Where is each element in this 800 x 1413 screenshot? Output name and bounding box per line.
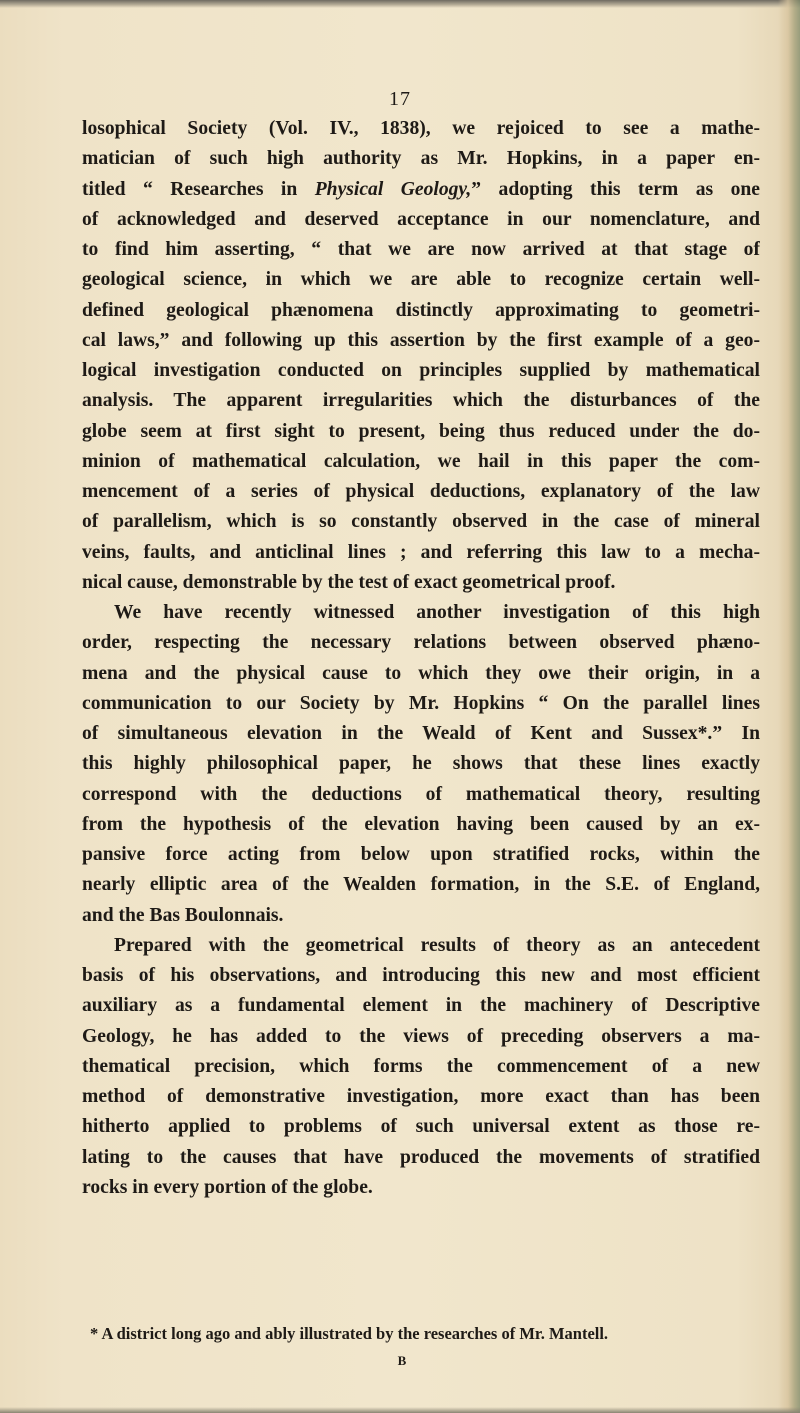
text-line: globe seem at first sight to present, being thus reduced under the do- — [82, 420, 760, 442]
page-number: 17 — [389, 88, 411, 110]
text-line: of parallelism, which is so constantly observed in the case of mineral — [82, 511, 760, 533]
text-line: defined geological phænomena distinctly approximating to geometri- — [82, 299, 760, 321]
footnote: * A district long ago and ably illustrated by the researches of Mr. Mantell. — [90, 1324, 609, 1343]
text-line: lating to the causes that have produced the movements of stratified — [82, 1146, 760, 1168]
text-line: method of demonstrative investigation, more exact than has been — [82, 1086, 760, 1107]
text-line: to find him asserting, “ that we are now arrived at that stage of — [82, 239, 760, 260]
text-line-with-title — [82, 175, 760, 205]
paragraph-start-line: Prepared with the geometrical results of theory as an antecedent — [114, 934, 760, 956]
text-line: basis of his observations, and introducing this new and most efficient — [82, 965, 760, 986]
text-line: auxiliary as a fundamental element in the machinery of Descriptive — [82, 995, 760, 1017]
text-line: of simultaneous elevation in the Weald of Kent and Sussex*.” In — [82, 723, 760, 744]
text-line: matician of such high authority as Mr. Hopkins, in a paper en- — [82, 148, 760, 170]
text-line: order, respecting the necessary relations between observed phæno- — [82, 632, 760, 654]
paragraph-start-line: We have recently witnessed another investigation of this high — [114, 602, 760, 623]
text-line: geological science, in which we are able to recognize certain well- — [82, 269, 760, 291]
paragraph-end-line: rocks in every portion of the globe. — [82, 1176, 373, 1198]
text-line: of acknowledged and deserved acceptance in our nomenclature, and — [82, 208, 760, 230]
signature-mark: B — [397, 1353, 407, 1368]
paragraph-end-line: nical cause, demonstrable by the test of exact geometrical proof. — [82, 571, 616, 593]
text-line: losophical Society (Vol. IV., 1838), we rejoiced to see a mathe- — [82, 118, 760, 139]
body-text — [82, 114, 760, 1203]
text-line: minion of mathematical calculation, we hail in this paper the com- — [82, 450, 760, 472]
text-line: pansive force acting from below upon stratified rocks, within the — [82, 844, 760, 865]
text-line: communication to our Society by Mr. Hopkins “ On the parallel lines — [82, 692, 760, 714]
text-line: thematical precision, which forms the commencement of a new — [82, 1055, 760, 1077]
text-line: hitherto applied to problems of such universal extent as those re- — [82, 1116, 760, 1138]
text-line: this highly philosophical paper, he shows that these lines exactly — [82, 753, 760, 775]
page-right-edge-shadow — [778, 0, 800, 1413]
text-line: from the hypothesis of the elevation having been caused by an ex- — [82, 813, 760, 835]
text-line: veins, faults, and anticlinal lines ; and referring this law to a mecha- — [82, 541, 760, 563]
text-line: Geology, he has added to the views of preceding observers a ma- — [82, 1025, 760, 1047]
text-line: nearly elliptic area of the Wealden formation, in the S.E. of England, — [82, 874, 760, 896]
text-line: logical investigation conducted on principles supplied by mathematical — [82, 360, 760, 381]
paragraph-end-line: and the Bas Boulonnais. — [82, 904, 284, 926]
text-line: analysis. The apparent irregularities which the disturbances of the — [82, 390, 760, 412]
text-line: correspond with the deductions of mathematical theory, resulting — [82, 783, 760, 805]
text-line: cal laws,” and following up this assertion by the first example of a geo- — [82, 329, 760, 351]
text-line-part: ” adopting this term as one — [471, 178, 760, 200]
text-line: mena and the physical cause to which they owe their origin, in a — [82, 662, 760, 684]
text-line: mencement of a series of physical deductions, explanatory of the law — [82, 481, 760, 502]
page-bottom-edge-shadow — [0, 1407, 800, 1413]
page-top-edge-shadow — [0, 0, 800, 8]
text-line-part: titled “ Researches in — [82, 178, 315, 200]
italic-title: Physical Geology, — [314, 178, 472, 200]
